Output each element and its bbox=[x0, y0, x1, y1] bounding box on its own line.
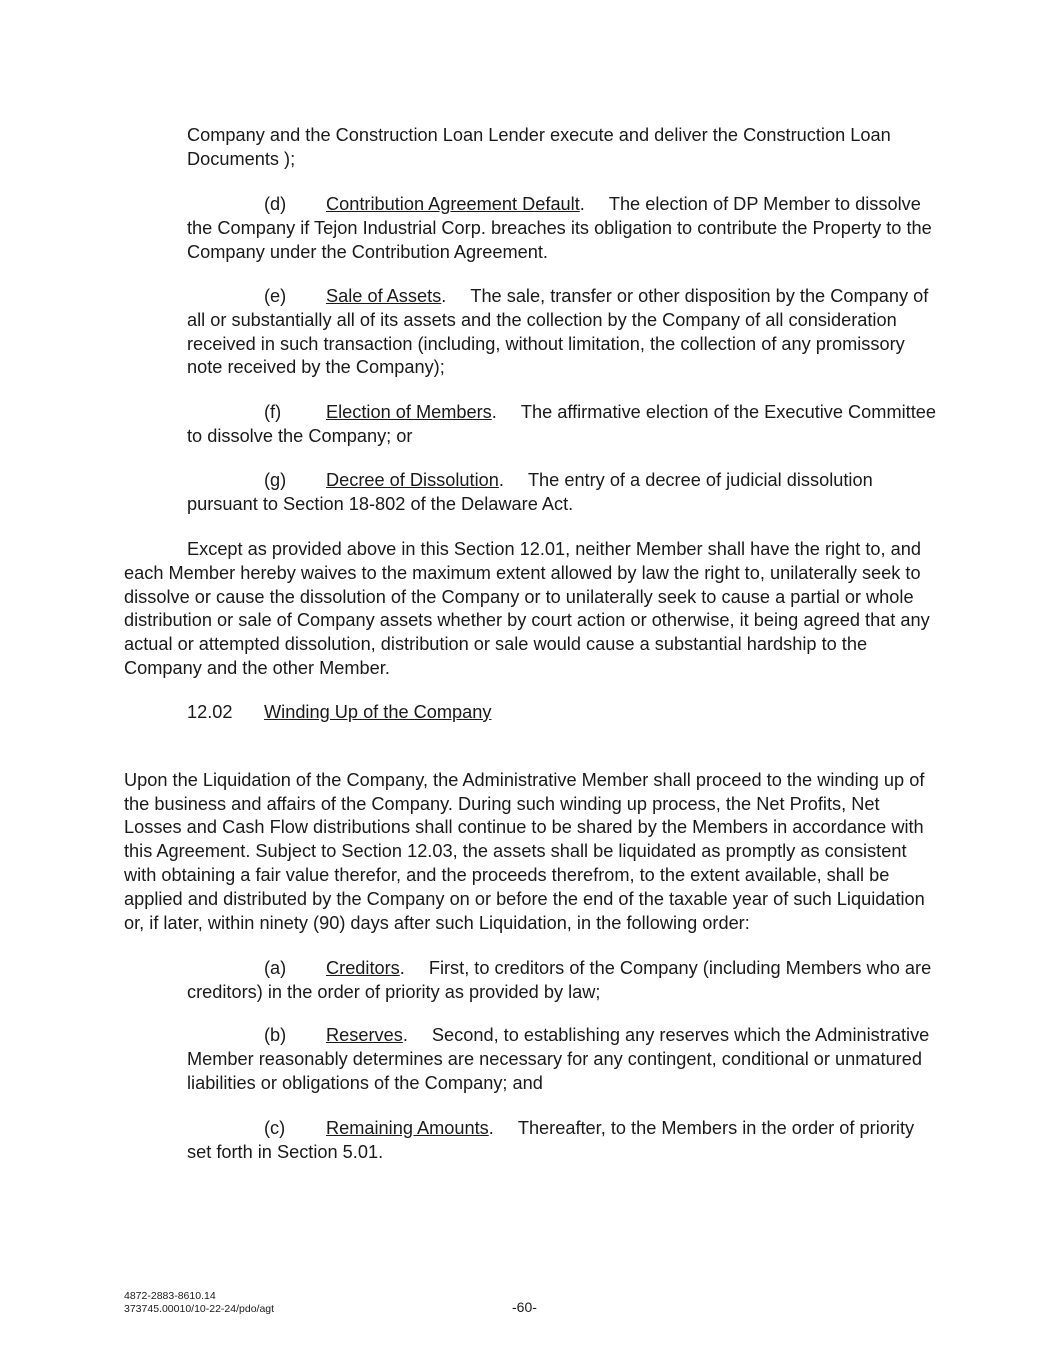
clause-label: (b) bbox=[264, 1025, 287, 1045]
clause-d: (d) Contribution Agreement Default. The election of DP Member to dissolve the Company if Tejon Industrial Corp. breaches its obligation to contribute the Property to the Company under the Contribution Agreement. bbox=[187, 194, 932, 262]
clause-label: (a) bbox=[264, 958, 287, 978]
clause-b: (b) Reserves. Second, to establishing any reserves which the Administrative Member reasonably determines are necessary for any contingent, conditional or unmatured liabilities or obligations of the Company; and bbox=[187, 1025, 930, 1093]
clause-e: (e) Sale of Assets. The sale, transfer or other disposition by the Company of all or substantially all of its assets and the collection by the Company of all consideration received in such transaction (including, without limitation, the collection of any promissory note received by the Company); bbox=[187, 286, 929, 378]
clause-label: (g) bbox=[264, 470, 287, 490]
clause-heading: Creditors bbox=[326, 958, 400, 978]
clause-g: (g) Decree of Dissolution. The entry of a decree of judicial dissolution pursuant to Section 18-802 of the Delaware Act. bbox=[187, 470, 873, 514]
section-number: 12.02 bbox=[187, 702, 233, 722]
clause-text: First, to creditors of the Company (including Members who are creditors) in the order of priority as provided by law; bbox=[187, 958, 932, 1002]
clause-c: (c) Remaining Amounts. Thereafter, to the Members in the order of priority set forth in Section 5.01. bbox=[187, 1118, 915, 1162]
clause-heading: Reserves bbox=[326, 1025, 403, 1045]
clause-heading: Decree of Dissolution bbox=[326, 470, 499, 490]
footer-doc-id-line1: 4872-2883-8610.14 bbox=[124, 1290, 216, 1302]
clause-text: Thereafter, to the Members in the order of priority set forth in Section 5.01. bbox=[187, 1118, 915, 1162]
clause-f: (f) Election of Members. The affirmative election of the Executive Committee to dissolve the Company; or bbox=[187, 402, 936, 446]
clause-a: (a) Creditors. First, to creditors of the Company (including Members who are creditors) in the order of priority as provided by law; bbox=[187, 958, 932, 1002]
clause-text: The entry of a decree of judicial dissolution pursuant to Section 18-802 of the Delaware Act. bbox=[187, 470, 873, 514]
page-number: -60- bbox=[512, 1299, 537, 1315]
paragraph-upon bbox=[124, 745, 936, 935]
footer-doc-id bbox=[124, 1290, 274, 1315]
clause-label: (f) bbox=[264, 402, 282, 422]
clause-text: The election of DP Member to dissolve the Company if Tejon Industrial Corp. breaches its obligation to contribute the Property to the Company under the Contribution Agreement. bbox=[187, 194, 932, 262]
clause-label: (d) bbox=[264, 194, 287, 214]
paragraph-text: Except as provided above in this Section 12.01, neither Member shall have the right to, and each Member hereby waives to the maximum extent allowed by law the right to, unilaterally seek to dissolve or cause the dissolution of the Company or to unilaterally seek to cause a partial or whole distribution or sale of Company assets whether by court action or otherwise, it being agreed that any actual or attempted dissolution, distribution or sale would cause a substantial hardship to the Company and the other Member. bbox=[124, 539, 930, 678]
section-heading-1202 bbox=[124, 701, 936, 725]
clause-label: (e) bbox=[264, 286, 287, 306]
clause-label: (c) bbox=[264, 1118, 286, 1138]
clause-heading: Contribution Agreement Default bbox=[326, 194, 580, 214]
paragraph-continuation bbox=[187, 124, 937, 172]
clause-heading: Election of Members bbox=[326, 402, 492, 422]
footer-doc-id-line2: 373745.00010/10-22-24/pdo/agt bbox=[124, 1302, 275, 1315]
paragraph-text: Company and the Construction Loan Lender execute and deliver the Construction Loan Documents ); bbox=[187, 125, 891, 169]
paragraph-except bbox=[124, 538, 936, 681]
clause-text: The affirmative election of the Executive Committee to dissolve the Company; or bbox=[187, 402, 936, 446]
clause-text: The sale, transfer or other disposition by the Company of all or substantially all of its assets and the collection by the Company of all consideration received in such transaction (including, without limitation, the collection of any promissory note received by the Company); bbox=[187, 286, 929, 378]
clause-heading: Remaining Amounts bbox=[326, 1118, 489, 1138]
section-title: Winding Up of the Company bbox=[264, 702, 492, 722]
clause-text: Second, to establishing any reserves which the Administrative Member reasonably determines are necessary for any contingent, conditional or unmatured liabilities or obligations of the Company; and bbox=[187, 1025, 930, 1093]
clause-heading: Sale of Assets bbox=[326, 286, 442, 306]
paragraph-text: Upon the Liquidation of the Company, the Administrative Member shall proceed to the winding up of the business and affairs of the Company. During such winding up process, the Net Profits, Net Losses and Cash Flow distributions shall continue to be shared by the Members in accordance with this Agreement. Subject to Section 12.03, the assets shall be liquidated as promptly as consistent with obtaining a fair value therefor, and the proceeds therefrom, to the extent available, shall be applied and distributed by the Company on or before the end of the taxable year of such Liquidation or, if later, within ninety (90) days after such Liquidation, in the following order: bbox=[124, 769, 925, 933]
